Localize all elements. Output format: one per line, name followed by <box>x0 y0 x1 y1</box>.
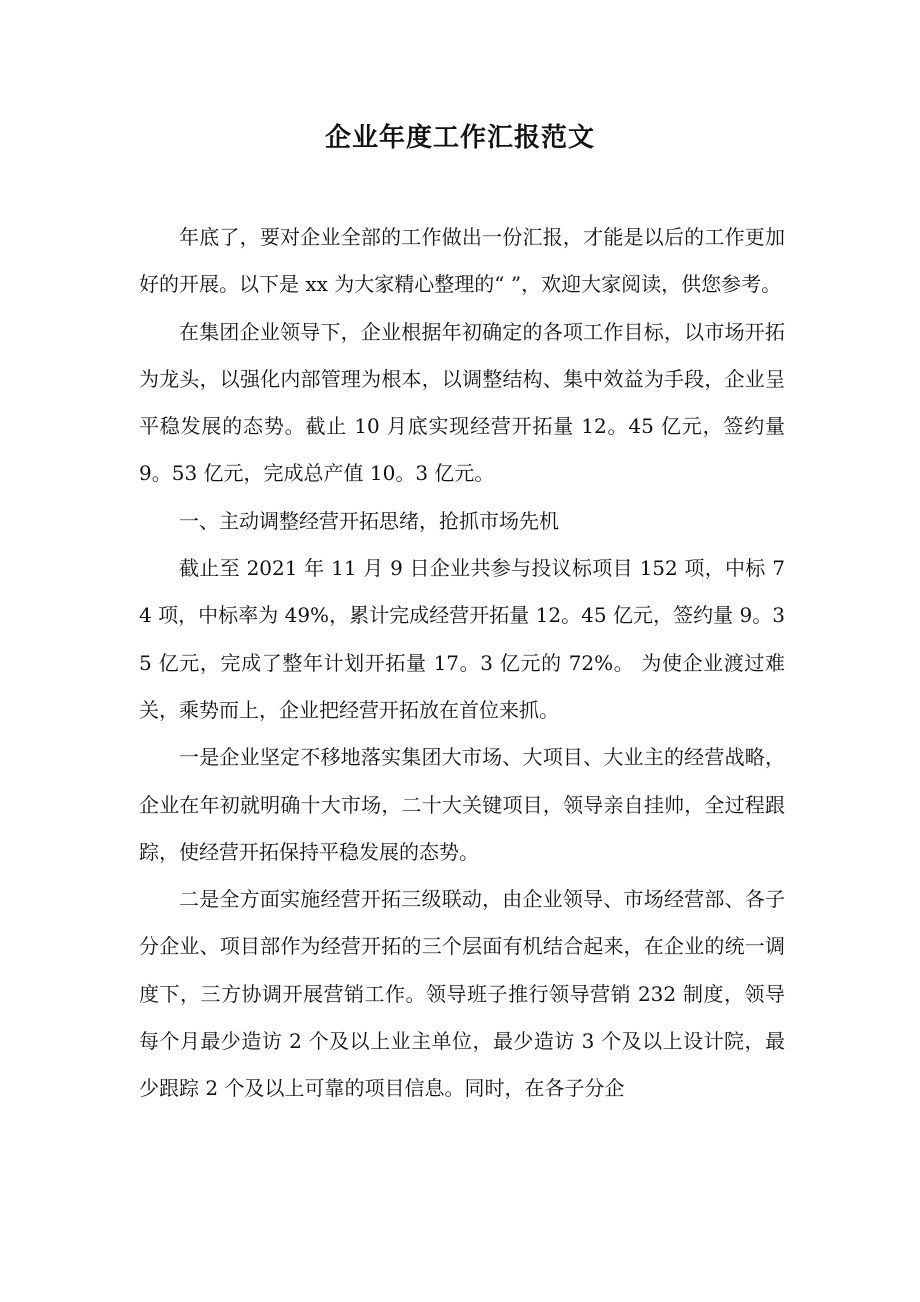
paragraph-strategy-two: 二是全方面实施经营开拓三级联动，由企业领导、市场经营部、各子分企业、项目部作为经营开拓的三个层面有机结合起来，在企业的统一调度下，三方协调开展营销工作。领导班子推行领导营销 232 制度，领导每个月最少造访 2 个及以上业主单位，最少造访 3 个及以上设计院，最少跟踪 2 个及以上可靠的项目信息。同时，在各子分企 <box>139 887 785 1101</box>
document-body <box>139 214 785 1113</box>
document-title: 企业年度工作汇报范文 <box>324 123 595 153</box>
paragraph-overview: 在集团企业领导下，企业根据年初确定的各项工作目标，以市场开拓为龙头，以强化内部管理为根本，以调整结构、集中效益为手段，企业呈平稳发展的态势。截止 10 月底实现经营开拓量 12。45 亿元，签约量 9。53 亿元，完成总产值 10。3 亿元。 <box>139 319 785 486</box>
paragraph-intro: 年底了，要对企业全部的工作做出一份汇报，才能是以后的工作更加好的开展。以下是 xx 为大家精心整理的“ ”，欢迎大家阅读，供您参考。 <box>139 225 785 297</box>
paragraph-bidding-stats: 截止至 2021 年 11 月 9 日企业共参与投议标项目 152 项，中标 74 项，中标率为 49%，累计完成经营开拓量 12。45 亿元，签约量 9。35 亿元，完成了整年计划开拓量 17。3 亿元的 72%。 为使企业渡过难关，乘势而上，企业把经营开拓放在首位来抓。 <box>139 556 785 722</box>
section-heading-1: 一、主动调整经营开拓思绪，抢抓市场先机 <box>179 508 559 533</box>
paragraph-strategy-one: 一是企业坚定不移地落实集团大市场、大项目、大业主的经营战略，企业在年初就明确十大市场，二十大关键项目，领导亲自挂帅，全过程跟踪，使经营开拓保持平稳发展的态势。 <box>139 745 785 864</box>
